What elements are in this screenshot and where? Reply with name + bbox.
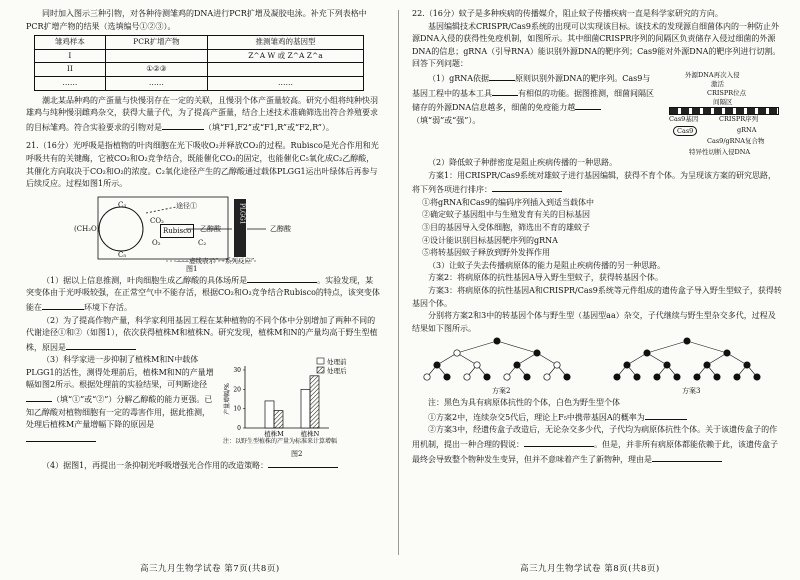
left-page [26, 8, 381, 473]
fig2-note: 注：以野生型植株的产量为标准来计算增幅 [223, 438, 338, 446]
mosquito-individual [644, 350, 650, 356]
x-tick-label: 植株N [300, 430, 320, 439]
mosquito-individual [494, 338, 500, 344]
mosquito-individual [424, 374, 430, 380]
plan-3: 方案3：将病原体的抗性基因A和CRISPR/Cas9系统等元件组成的遗传盒子导入野生型蚊子，获得转基因个体。 [412, 285, 782, 308]
right-page [412, 8, 782, 466]
mosquito-individual [464, 374, 470, 380]
pedigree-figure [412, 335, 782, 397]
bar [301, 390, 310, 429]
question-22-3b: ②方案3中，经遗传盒子改造后，无论杂交多少代，子代均为病原体抗性个体。关于该遗传盒子的作用机制，提出一种合理的假说： 。但是，并非所有病原体都能依赖于此，该遗传盒子最终会导致整个物种发生变异，但并不意味着产生了新物种，理由是 [412, 425, 778, 464]
mosquito-individual [614, 374, 620, 380]
mosquito-individual [744, 362, 750, 368]
mosquito-individual [714, 374, 720, 380]
table-row: II ①②③ [35, 63, 364, 77]
mosquito-individual [524, 374, 530, 380]
question-21-stem: 21.（16分）光呼吸是指植物的叶肉细胞在光下吸收O₂并释放CO₂的过程。Rubisco是光合作用和光呼吸共有的关键酶，它被CO₂和O₂竞争结合，既能催化CO₂的固定，也能催化C₅氧化成C₂乙醇酸，其催化方向取决于CO₂和O₂的浓度。C₂氧化途径产生的乙醇酸通过载体PLGG1运出叶绿体后再参与后续反应。过程如图1所示。 [26, 141, 379, 189]
fig1-label: 乙醇酸 [200, 224, 221, 233]
question-22-intro: 基因编辑技术CRISPR/Cas9系统的出现可以实现该目标。该技术的发现源自细菌体内的一种防止外源DNA入侵的获得性免疫机制，如图所示。其中细菌CRISPR序列的间隔区负责储存入侵过细菌的外源DNA的信息；gRNA（引导RNA）能识别外源DNA的靶序列；Cas9能对外源DNA的靶序列进行切割。回答下列问题： [412, 21, 781, 69]
y-tick-label: 0 [237, 425, 241, 433]
legend-label: 处理后 [327, 367, 347, 376]
table-header: 推测雏鸡的基因型 [207, 36, 363, 50]
page-8-footer: 高三九月生物学试卷 第8页(共8页) [520, 564, 660, 574]
mosquito-individual [534, 350, 540, 356]
x-tick-label: 植株M [264, 430, 284, 439]
y-tick-label: 10 [233, 405, 241, 413]
mosquito-individual [654, 374, 660, 380]
table-header: 雏鸡样本 [35, 36, 106, 50]
crispr-locus-bar [669, 107, 779, 115]
list-item: ②确定蚊子基因组中与生殖发育有关的目标基因 [422, 210, 590, 220]
mosquito-individual [674, 374, 680, 380]
y-tick-label: 30 [233, 367, 241, 375]
fig1-note: ——虚线表示“一系列反应” [176, 256, 255, 265]
pcr-table [34, 35, 364, 90]
fig1-label: 乙醇酸 [270, 224, 291, 233]
mosquito-individual [444, 374, 450, 380]
legend-swatch [317, 358, 324, 364]
pedigree-link [647, 341, 687, 353]
mosquito-individual [504, 374, 510, 380]
mosquito-individual [454, 350, 460, 356]
mosquito-individual [634, 374, 640, 380]
intro-paragraph-2: 潮北某品种鸡的产蛋量与快慢羽存在一定的关联，且慢羽个体产蛋量较高。研究小组将纯种快羽雄鸡与纯种慢羽雌鸡杂交，获得大量子代，为了提高产蛋量，结合上述技术准确筛选出符合养殖要求的目标雏鸡。符合实验要求的引物对是 （填“F1,F2”或“F1,R”或“F2,R”）。 [26, 95, 378, 132]
mosquito-individual [664, 362, 670, 368]
list-item: ④设计能识别目标基因靶序列的gRNA [422, 235, 558, 245]
table-header: PCR扩增产物 [105, 36, 207, 50]
question-21-3: （3）科学家进一步抑制了植株M和N中载体PLGG1的活性，测得处理前后，植株M和N的产量增幅如图2所示。根据处理前的实验结果，可判断途径（填“①”或“②”）分解乙醇酸的能力更强。已知乙醇酸对植物细胞有一定的毒害作用，据此推测，处理后植株M产量增幅下降的原因是 [26, 354, 214, 446]
legend-swatch [317, 367, 324, 373]
question-22-2: （2）降低蚊子种群密度是阻止疾病传播的一种思路。 [428, 157, 618, 167]
y-tick-label: 20 [233, 386, 241, 394]
pedigree-link [687, 341, 727, 353]
legend-label: 处理前 [327, 358, 347, 367]
fig1-label: CO₂ [150, 216, 164, 225]
mosquito-individual [724, 350, 730, 356]
mosquito-individual [564, 374, 570, 380]
plan-2: 方案2：将病原体的抗性基因A导入野生型蚊子，获得转基因个体。 [428, 273, 663, 283]
fig1-label: O₂ [152, 238, 161, 247]
pedigree-note: 注：黑色为具有病原体抗性的个体，白色为野生型个体 [428, 398, 620, 408]
bar [310, 376, 319, 428]
mosquito-individual [484, 374, 490, 380]
cross-description: 分别将方案2和3中的转基因个体与野生型（基因型aa）杂交，子代继续与野生型杂交多代，过程及结果如下图所示。 [412, 311, 776, 333]
question-22-3a: ①方案2中，连续杂交5代后，理论上F₅中携带基因A的概率为 [412, 410, 782, 425]
question-21-1: （1）据以上信息推测，叶肉细胞生成乙醇酸的具体场所是 。实验发现，某突变体由于光呼吸较强，在正常空气中不能存活，根据CO₂和O₂竞争结合Rubisco的特点，该突变体能在 环境下存活。 [26, 273, 381, 315]
mosquito-individual [684, 338, 690, 344]
list-item: ⑤将转基因蚊子释放到野外发挥作用 [422, 248, 550, 258]
mosquito-individual [434, 362, 440, 368]
mosquito-individual [754, 374, 760, 380]
mosquito-individual [514, 362, 520, 368]
figure-1 [26, 193, 381, 271]
fig2-caption: 图2 [291, 450, 303, 459]
question-22-stem: 22.（16分）蚊子是多种疾病的传播媒介，阻止蚊子传播疾病一直是科学家研究的方向。 [412, 9, 723, 18]
fig1-label: C₃ [118, 200, 127, 209]
question-21-2: （2）为了提高作物产量，科学家利用基因工程在某种植物的不同个体中分别增加了两种不同的代谢途径①和②（如图1），依次获得植株M和植株N。研究发现，植株M和N的产量均高于野生型植株，原因是 [26, 315, 378, 352]
mosquito-individual [474, 362, 480, 368]
fig1-label: Rubisco [160, 224, 194, 239]
mosquito-individual [704, 362, 710, 368]
pedigree-link [497, 341, 537, 353]
bar [274, 411, 283, 428]
plan-1: 方案1：用CRISPR/Cas9系统对雄蚊子进行基因编辑，获得不育个体。为呈现该方案的研究思路，将下列各项进行排序： [412, 170, 777, 195]
figure-2 [221, 354, 381, 458]
pedigree-diagram [412, 335, 782, 387]
question-21-3-block [26, 354, 381, 458]
mosquito-individual [624, 362, 630, 368]
mosquito-individual [544, 374, 550, 380]
list-item: ①将gRNA和Cas9的编码序列插入到适当载体中 [422, 197, 595, 207]
page-7-footer: 高三九月生物学试卷 第7页(共8页) [140, 564, 280, 574]
plan2-caption: 方案2 [492, 387, 511, 396]
pedigree-link [457, 341, 497, 353]
mosquito-individual [694, 374, 700, 380]
fig1-caption: 图1 [186, 264, 198, 273]
fig1-label: (CH₂O) [74, 224, 100, 233]
question-21-4: （4）据图1，再提出一条抑制光呼吸增强光合作用的改造策略： [26, 458, 381, 473]
list-item: ③目的基因导入受体细胞，筛选出不育的雄蚊子 [422, 222, 590, 232]
question-22-1: （1）gRNA依据 原则识别外源DNA的靶序列。Cas9与基因工程中的基本工具 有相似的功能。据图推测，细菌间隔区储存的外源DNA信息越多，细菌的免疫能力越（填“弱”或“强”）。 [412, 71, 657, 127]
mosquito-individual [554, 362, 560, 368]
fig1-label: PLGG1 [238, 202, 246, 225]
fig1-label: C₅ [118, 250, 127, 259]
intro-paragraph: 同时加入图示三种引物，对各种待测雏鸡的DNA进行PCR扩增及凝胶电泳。补充下列表格中PCR扩增产物的结果（选填编号①②③）。 [26, 9, 367, 31]
question-22-1-block [412, 71, 782, 157]
table-row: I Z^A W 或 Z^A Z^a [35, 49, 364, 63]
bar [265, 401, 274, 428]
crispr-figure: 外源DNA再次入侵 激活 CRISPR位点 间隔区 Cas9基因 CRISPR序列 Cas9 gRNA Cas9/gRNA复合物 特异性切断入侵DNA [667, 71, 782, 157]
question-22-3: （3）让蚊子失去传播病原体的能力是阻止疾病传播的另一种思路。 [428, 260, 666, 270]
plan3-caption: 方案3 [682, 387, 701, 396]
y-axis-label: 产量增幅/% [224, 383, 231, 416]
mosquito-individual [734, 374, 740, 380]
fig1-label: 途径① [176, 201, 197, 210]
figure-2-chart [221, 354, 381, 438]
page-divider [398, 10, 399, 555]
table-row: …… …… …… [35, 76, 364, 90]
fig1-label: C₂ [198, 238, 207, 247]
